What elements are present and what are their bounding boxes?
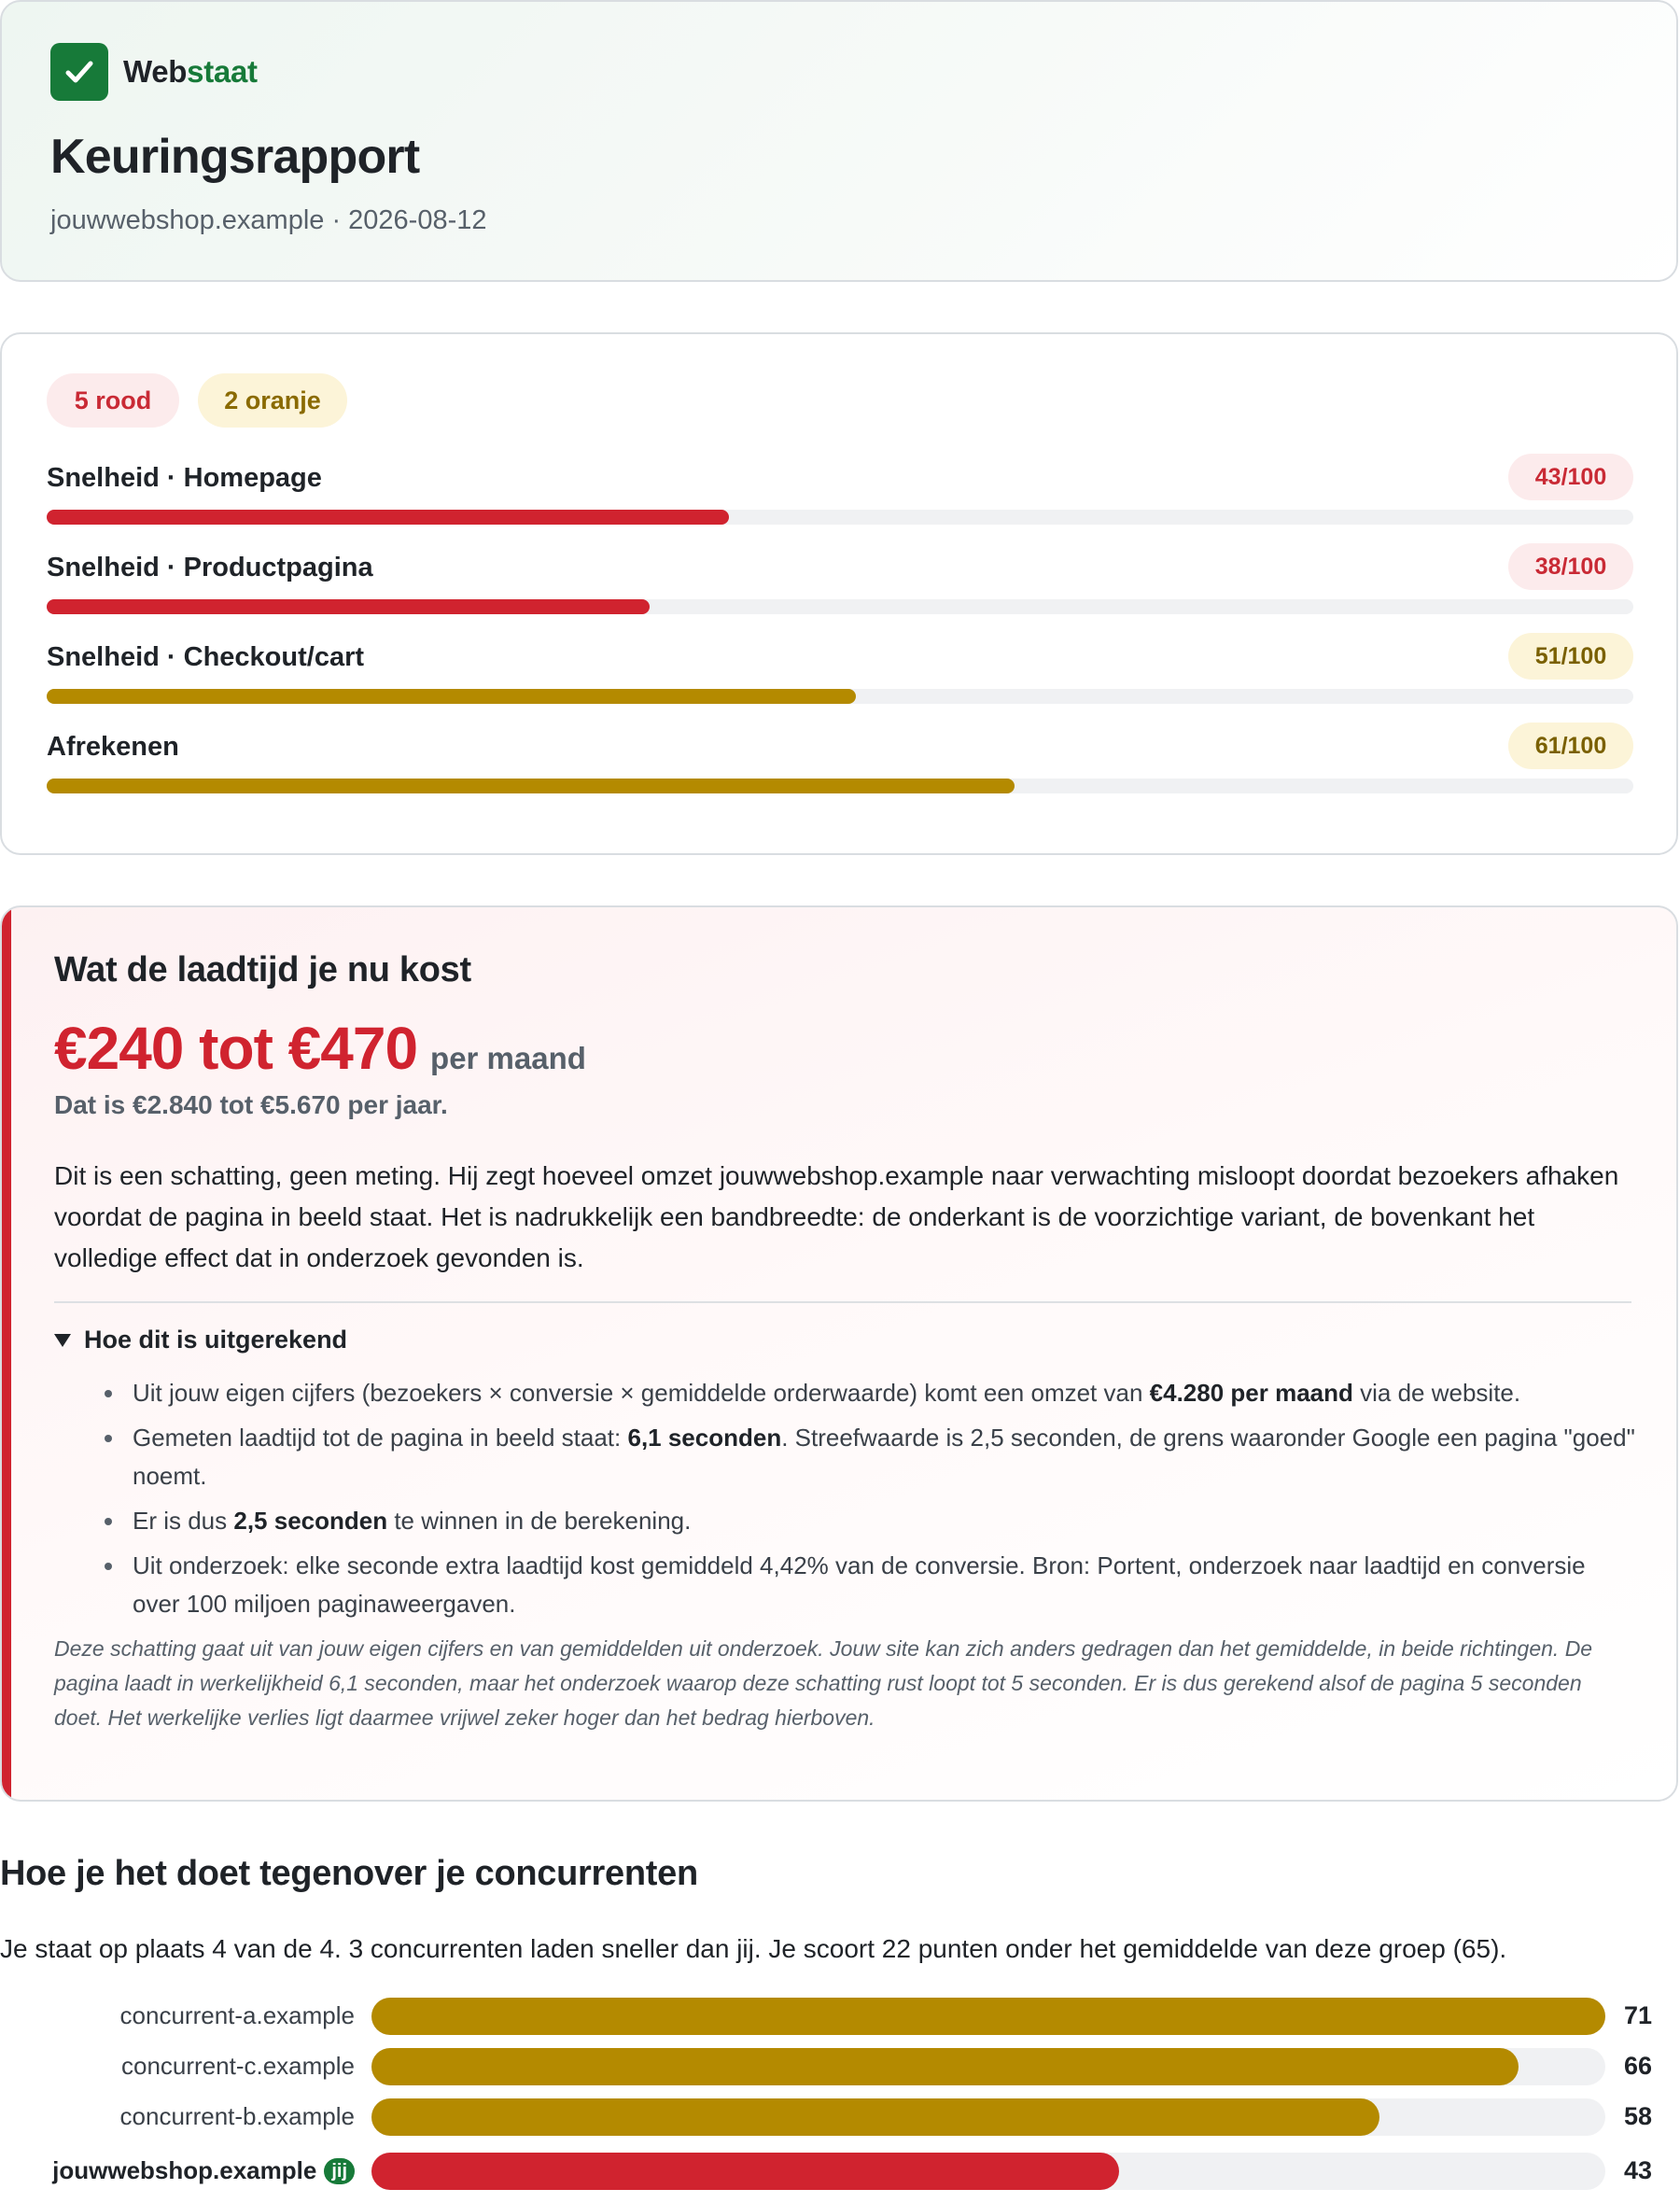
score-row <box>47 454 1633 528</box>
brand-name: Webstaat <box>123 54 258 89</box>
divider <box>54 1301 1631 1303</box>
competitor-value: 43 <box>1624 2156 1653 2184</box>
competitor-row <box>0 2048 1680 2087</box>
score-value-badge: 51/100 <box>1508 633 1633 680</box>
score-value-badge: 61/100 <box>1508 723 1633 769</box>
score-track <box>47 510 1633 525</box>
competitor-bar-track <box>371 2098 1605 2136</box>
report-header <box>0 0 1678 282</box>
details-item: Gemeten laadtijd tot de pagina in beeld staat: 6,1 seconden. Streefwaarde is 2,5 seconden, de grens waaronder Google een pagina "goed" noemt. <box>133 1419 1635 1495</box>
score-fill <box>47 599 650 614</box>
competitor-bar <box>371 2098 1379 2136</box>
cost-amount-period: per maand <box>430 1041 586 1075</box>
checkmark-icon <box>50 43 108 101</box>
competitor-name: jouwwebshop.example jij <box>52 2156 355 2185</box>
cost-amount <box>54 1014 586 1083</box>
brand-logo[interactable] <box>50 43 258 101</box>
competitor-bar-track <box>371 1998 1605 2035</box>
cost-intro: Dit is een schatting, geen meting. Hij zegt hoeveel omzet jouwwebshop.example naar verwachting misloopt doordat bezoekers afhaken voordat de pagina in beeld staat. Het is nadrukkelijk een bandbreedte: de onderkant is de voorzichtige variant, de bovenkant het volledige effect dat in onderzoek gevonden is. <box>54 1161 1619 1272</box>
competitor-row-self <box>0 2153 1680 2192</box>
cost-amount-value: €240 tot €470 <box>54 1015 418 1082</box>
competitor-row <box>0 1998 1680 2037</box>
score-label: Snelheid · Homepage <box>47 463 322 493</box>
details-toggle[interactable] <box>54 1326 347 1354</box>
competitors-title: Hoe je het doet tegenover je concurrenten <box>0 1854 698 1893</box>
score-row <box>47 723 1633 797</box>
competitor-value: 71 <box>1624 2001 1653 2029</box>
page-title: Keuringsrapport <box>50 130 420 184</box>
competitor-value: 66 <box>1624 2052 1653 2080</box>
score-label: Snelheid · Productpagina <box>47 553 373 582</box>
score-fill <box>47 689 856 704</box>
details-item: Uit jouw eigen cijfers (bezoekers × conversie × gemiddelde orderwaarde) komt een omzet van €4.280 per maand via de website. <box>133 1374 1635 1412</box>
score-track <box>47 599 1633 614</box>
competitor-name: concurrent-c.example <box>121 2052 355 2080</box>
cost-disclaimer: Deze schatting gaat uit van jouw eigen cijfers en van gemiddelden uit onderzoek. Jouw site kan zich anders gedragen dan het gemiddelde, in beide richtingen. De pagina laadt in werkelijkheid 6,1 seconden, maar het onderzoek waarop deze schatting rust loopt tot 5 seconden. Er is dus gerekend alsof de pagina 5 seconden doet. Het werkelijke verlies ligt daarmee vrijwel zeker hoger dan het bedrag hierboven. <box>54 1636 1593 1730</box>
score-label: Snelheid · Checkout/cart <box>47 642 365 672</box>
competitor-bar <box>371 2048 1519 2085</box>
competitors-summary: Je staat op plaats 4 van de 4. 3 concurrenten laden sneller dan jij. Je scoort 22 punten onder het gemiddelde van deze groep (65). <box>0 1934 1507 1963</box>
cost-title: Wat de laadtijd je nu kost <box>54 950 471 989</box>
score-row <box>47 633 1633 708</box>
details-item: Er is dus 2,5 seconden te winnen in de berekening. <box>133 1502 1635 1540</box>
competitor-value: 58 <box>1624 2102 1653 2130</box>
details-item: Uit onderzoek: elke seconde extra laadtijd kost gemiddeld 4,42% van de conversie. Bron: Portent, onderzoek naar laadtijd en conversie over 100 miljoen paginaweergaven. <box>133 1547 1635 1623</box>
score-fill <box>47 510 729 525</box>
cost-yearly: Dat is €2.840 tot €5.670 per jaar. <box>54 1090 448 1119</box>
competitor-bar-track <box>371 2048 1605 2085</box>
red-count-badge: 5 rood <box>47 373 179 428</box>
competitor-bar <box>371 1998 1605 2035</box>
self-tag: jij <box>324 2158 355 2184</box>
competitor-bar <box>371 2153 1119 2190</box>
score-label: Afrekenen <box>47 732 179 762</box>
triangle-down-icon <box>54 1334 71 1347</box>
cost-accent-bar <box>2 907 11 1800</box>
score-fill <box>47 779 1015 793</box>
score-value-badge: 43/100 <box>1508 454 1633 500</box>
score-track <box>47 689 1633 704</box>
competitor-bar-track <box>371 2153 1605 2190</box>
details-title: Hoe dit is uitgerekend <box>84 1326 348 1354</box>
cost-card <box>0 905 1678 1802</box>
competitor-name: concurrent-b.example <box>119 2102 355 2130</box>
orange-count-badge: 2 oranje <box>198 373 347 428</box>
page-subtitle: jouwwebshop.example · 2026-08-12 <box>50 205 487 235</box>
details-list <box>133 1374 1635 1630</box>
score-value-badge: 38/100 <box>1508 543 1633 590</box>
score-track <box>47 779 1633 793</box>
score-row <box>47 543 1633 618</box>
competitor-row <box>0 2098 1680 2138</box>
scores-card <box>0 332 1678 855</box>
competitor-name: concurrent-a.example <box>119 2001 355 2029</box>
